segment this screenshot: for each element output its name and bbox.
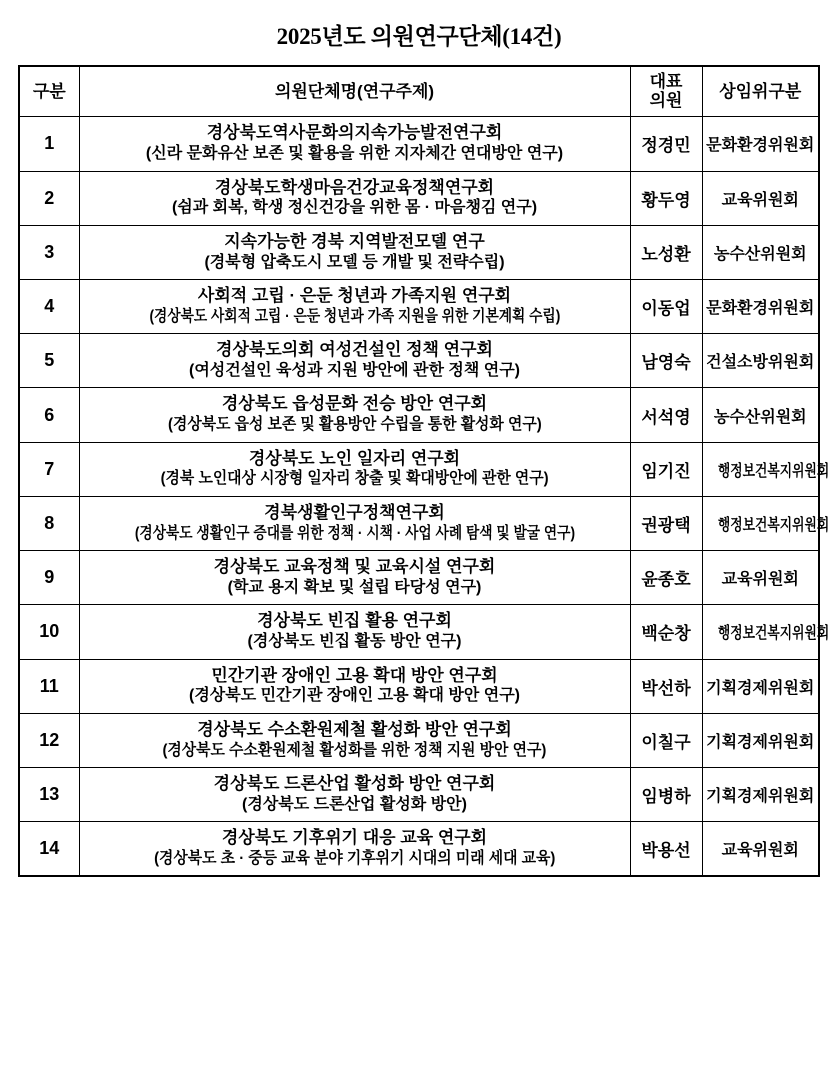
table-body (19, 117, 829, 877)
organization-name: 경상북도 드론산업 활성화 방안 연구회 (213, 774, 496, 793)
row-organization (79, 496, 630, 550)
organization-topic: (쉼과 회복, 학생 정신건강을 위한 몸 · 마음챙김 연구) (171, 199, 538, 217)
row-organization (79, 822, 630, 877)
organization-name: 지속가능한 경북 지역발전모델 연구 (224, 231, 485, 251)
row-number: 10 (19, 605, 79, 659)
organization-topic: (학교 용지 확보 및 설립 타당성 연구) (227, 578, 482, 596)
column-header-representative-line2: 의원 (649, 90, 683, 110)
row-committee: 문화환경위원회 (702, 280, 819, 334)
row-number: 2 (19, 171, 79, 225)
organization-name: 사회적 고립 · 은둔 청년과 가족지원 연구회 (197, 286, 512, 306)
organization-topic: (경상북도 빈집 활동 방안 연구) (247, 633, 462, 651)
row-number: 9 (19, 551, 79, 605)
row-number: 8 (19, 496, 79, 550)
row-organization (79, 280, 630, 334)
organization-topic: (경상북도 초 · 중등 교육 분야 기후위기 시대의 미래 세대 교육) (153, 849, 556, 867)
organization-name: 경상북도 읍성문화 전승 방안 연구회 (221, 394, 488, 414)
row-organization (79, 225, 630, 279)
organization-name: 경상북도 수소환원제철 활성화 방안 연구회 (197, 719, 512, 739)
table-row (19, 117, 819, 171)
research-groups-table (18, 65, 829, 877)
column-header-name: 의원단체명(연구주제) (79, 66, 630, 117)
organization-name: 민간기관 장애인 고용 확대 방안 연구회 (211, 665, 498, 685)
table-row (19, 334, 819, 388)
organization-topic: (여성건설인 육성과 지원 방안에 관한 정책 연구) (189, 362, 520, 379)
table-row (19, 496, 819, 550)
organization-name: 경북생활인구정책연구회 (264, 502, 445, 522)
row-representative: 임기진 (630, 442, 702, 496)
row-representative: 노성환 (630, 225, 702, 279)
column-header-representative (630, 66, 702, 117)
table-row (19, 225, 819, 279)
row-committee (702, 496, 829, 550)
row-representative: 이동업 (630, 280, 702, 334)
organization-topic: (경상북도 드론산업 활성화 방안) (242, 795, 467, 813)
row-committee: 기획경제위원회 (702, 659, 819, 713)
organization-topic: (경상북도 민간기관 장애인 고용 확대 방안 연구) (189, 687, 520, 705)
page-title: 2025년도 의원연구단체(14건) (276, 24, 562, 49)
row-organization (79, 551, 630, 605)
row-organization (79, 442, 630, 496)
organization-topic: (경북 노인대상 시장형 일자리 창출 및 확대방안에 관한 연구) (160, 470, 549, 488)
row-number: 12 (19, 713, 79, 767)
table-row (19, 388, 819, 442)
row-committee: 기획경제위원회 (702, 768, 819, 822)
row-organization (79, 388, 630, 442)
table-row (19, 171, 819, 225)
row-committee: 농수산위원회 (702, 225, 819, 279)
row-representative: 남영숙 (630, 334, 702, 388)
row-organization (79, 768, 630, 822)
row-representative: 황두영 (630, 171, 702, 225)
row-committee: 농수산위원회 (702, 388, 819, 442)
row-representative: 서석영 (630, 388, 702, 442)
row-number: 6 (19, 388, 79, 442)
table-row (19, 551, 819, 605)
table-row (19, 605, 819, 659)
row-organization (79, 117, 630, 171)
row-organization (79, 713, 630, 767)
organization-topic: (경상북도 수소환원제철 활성화를 위한 정책 지원 방안 연구) (162, 741, 547, 759)
column-header-committee: 상임위구분 (702, 66, 819, 117)
table-row (19, 713, 819, 767)
organization-topic: (경상북도 생활인구 증대를 위한 정책 · 시책 · 사업 사례 탐색 및 발굴 연구) (134, 524, 575, 542)
organization-name: 경상북도학생마음건강교육정책연구회 (214, 177, 495, 197)
row-organization (79, 334, 630, 388)
table-row (19, 659, 819, 713)
organization-name: 경상북도 노인 일자리 연구회 (248, 448, 461, 468)
row-organization (79, 659, 630, 713)
organization-topic: (신라 문화유산 보존 및 활용을 위한 지자체간 연대방안 연구) (145, 145, 564, 163)
row-representative: 정경민 (630, 117, 702, 171)
row-representative: 박용선 (630, 822, 702, 877)
table-header-row (19, 66, 819, 117)
row-organization (79, 171, 630, 225)
row-representative: 박선하 (630, 659, 702, 713)
organization-topic: (경북형 압축도시 모델 등 개발 및 전략수립) (204, 253, 505, 271)
row-number: 4 (19, 280, 79, 334)
organization-name: 경상북도 기후위기 대응 교육 연구회 (221, 828, 488, 848)
table-row (19, 280, 819, 334)
row-number: 11 (19, 659, 79, 713)
organization-topic: (경상북도 읍성 보존 및 활용방안 수립을 통한 활성화 연구) (167, 416, 542, 434)
row-committee: 기획경제위원회 (702, 713, 819, 767)
row-number: 13 (19, 768, 79, 822)
organization-name: 경상북도 교육정책 및 교육시설 연구회 (213, 557, 496, 577)
row-number: 7 (19, 442, 79, 496)
row-representative: 백순창 (630, 605, 702, 659)
row-number: 5 (19, 334, 79, 388)
row-representative: 임병하 (630, 768, 702, 822)
row-committee: 교육위원회 (702, 171, 819, 225)
table-row (19, 442, 819, 496)
committee-label: 행정보건복지위원회 (717, 462, 829, 480)
row-committee: 건설소방위원회 (702, 334, 819, 388)
organization-topic: (경상북도 사회적 고립 · 은둔 청년과 가족 지원을 위한 기본계획 수립) (149, 307, 560, 325)
table-row (19, 768, 819, 822)
committee-label: 행정보건복지위원회 (717, 625, 829, 643)
committee-label: 행정보건복지위원회 (717, 517, 829, 535)
row-committee: 교육위원회 (702, 822, 819, 877)
column-header-no: 구분 (19, 66, 79, 117)
organization-name: 경상북도역사문화의지속가능발전연구회 (206, 123, 503, 143)
row-committee (702, 605, 829, 659)
row-organization (79, 605, 630, 659)
row-number: 14 (19, 822, 79, 877)
row-committee: 문화환경위원회 (702, 117, 819, 171)
row-committee (702, 442, 829, 496)
table-row (19, 822, 819, 877)
row-representative: 윤종호 (630, 551, 702, 605)
row-number: 1 (19, 117, 79, 171)
row-representative: 이칠구 (630, 713, 702, 767)
row-committee: 교육위원회 (702, 551, 819, 605)
row-representative: 권광택 (630, 496, 702, 550)
column-header-representative-line1: 대표 (649, 72, 683, 91)
organization-name: 경상북도 빈집 활용 연구회 (257, 611, 452, 631)
row-number: 3 (19, 225, 79, 279)
organization-name: 경상북도의회 여성건설인 정책 연구회 (216, 340, 493, 360)
